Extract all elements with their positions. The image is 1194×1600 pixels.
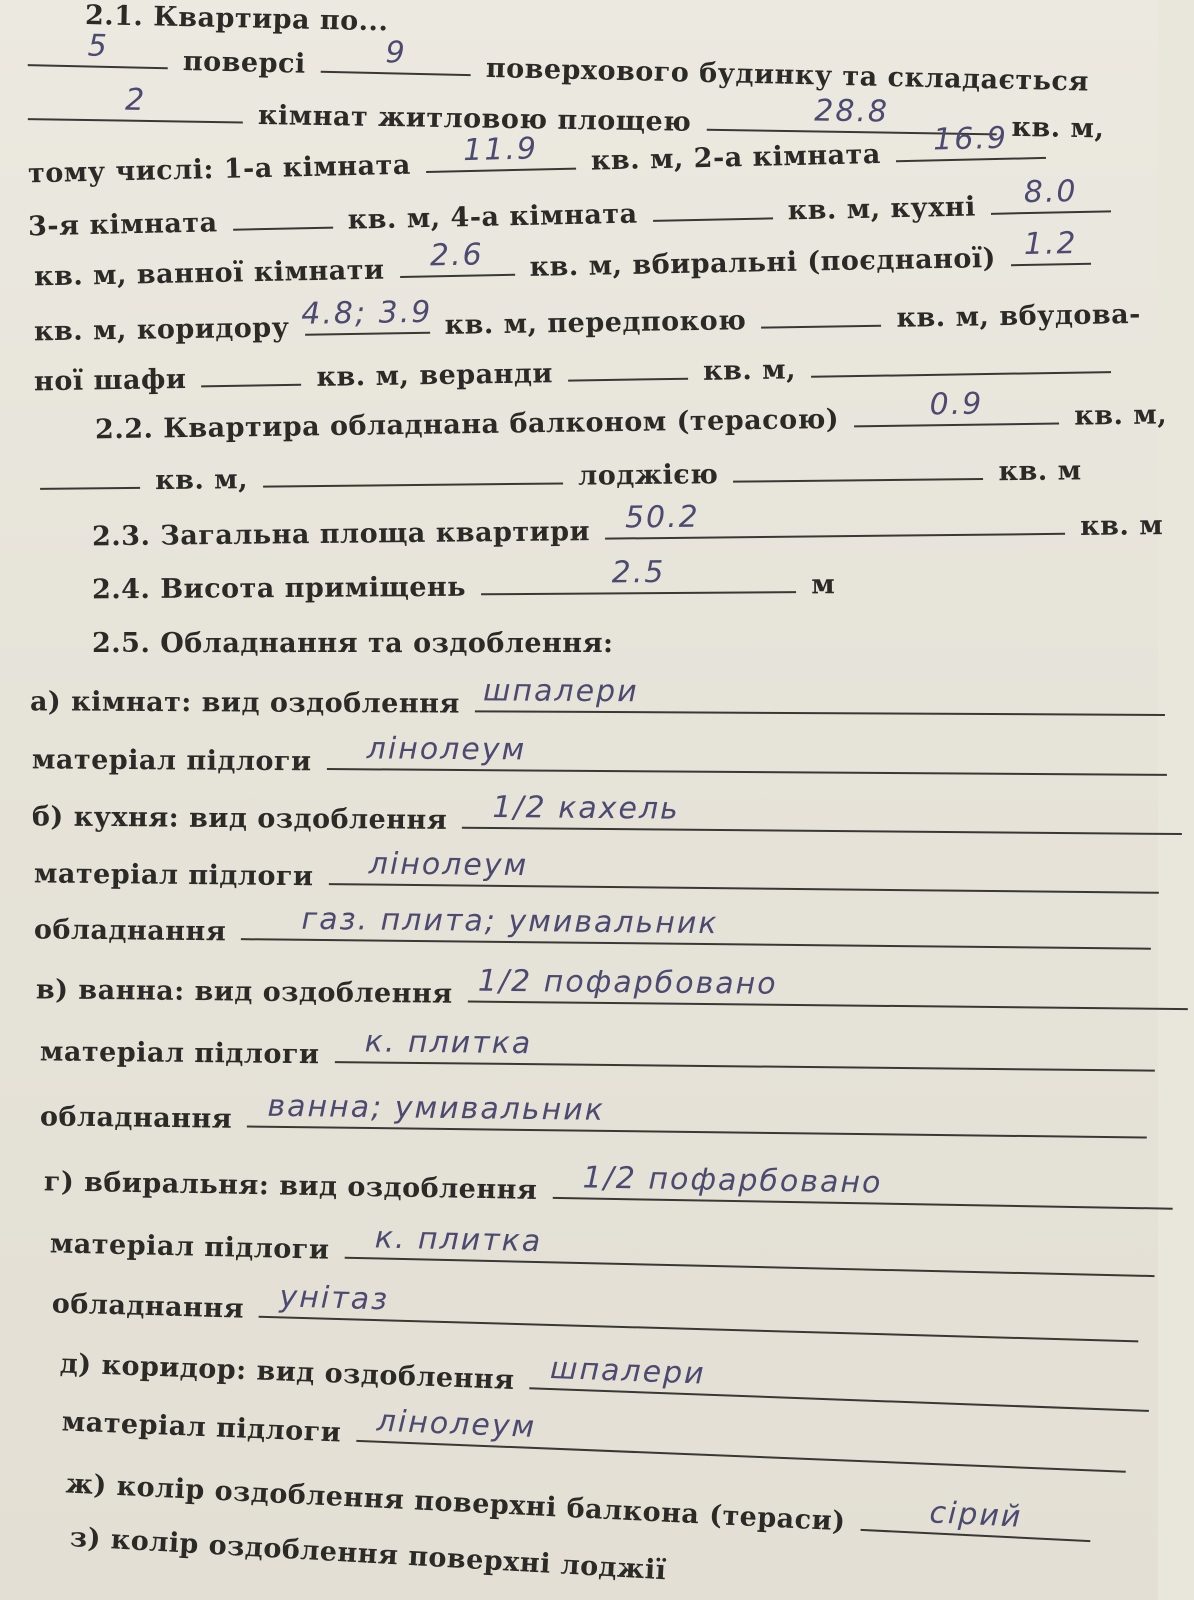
balcony-color-label: ж) колір оздоблення поверхні балкона (тераси) — [65, 1468, 847, 1538]
total-area-line — [91, 499, 1164, 553]
loggia-label: лоджією — [578, 459, 719, 492]
row-label: б) кухня: вид оздоблення — [31, 801, 448, 836]
height-label: 2.4. Висота приміщень — [91, 571, 467, 606]
rooms-field — [28, 82, 243, 124]
row-field — [247, 1089, 1147, 1139]
room2-value: 16.9 — [932, 121, 1009, 158]
row-value: лінолеум — [366, 731, 527, 768]
balcony-field — [854, 386, 1059, 428]
row-rooms-finish — [29, 673, 1171, 723]
balcony-label: 2.2. Квартира обладнана балконом (терасою) — [94, 403, 840, 446]
row-value: к. плитка — [364, 1024, 533, 1062]
veranda-field — [568, 350, 688, 382]
bathroom-value: 2.6 — [429, 237, 485, 274]
equipment-title-line — [92, 628, 614, 659]
row-bath-finish — [35, 963, 1194, 1017]
room1-value: 11.9 — [462, 131, 539, 169]
height-field — [481, 555, 796, 596]
builtin-label: кв. м, вбудова- — [896, 298, 1142, 334]
equipment-title: 2.5. Обладнання та оздоблення: — [92, 628, 614, 659]
row-value: 1/2 кахель — [492, 790, 680, 827]
row-label: матеріал підлоги — [31, 744, 312, 778]
bathroom-field — [399, 237, 515, 279]
room2-field — [895, 121, 1046, 163]
row-field — [475, 673, 1165, 716]
row-bath-floor — [39, 1024, 1161, 1079]
row-value: ванна; умивальник — [267, 1089, 606, 1129]
rooms-text: кімнат житловою площею — [257, 100, 692, 138]
veranda-unit: кв. м, — [702, 354, 797, 387]
loggia-unit: кв. м — [998, 455, 1082, 488]
row-label: обладнання — [51, 1288, 245, 1325]
row-label: а) кімнат: вид оздоблення — [29, 686, 460, 720]
living-area-unit: кв. м, — [1011, 111, 1105, 145]
closet-label: ної шафи — [33, 363, 187, 398]
total-area-label: 2.3. Загальна площа квартири — [91, 516, 591, 553]
room4-field — [652, 189, 773, 222]
floors-text: поверхового будинку та складається — [485, 52, 1090, 98]
kitchen-line — [27, 174, 1118, 243]
floor-field — [28, 28, 169, 70]
row-field — [468, 963, 1188, 1011]
row-value: лінолеум — [376, 1403, 537, 1446]
row-label: обладнання — [33, 914, 227, 948]
height-unit: м — [811, 569, 836, 601]
closet-field — [201, 356, 301, 388]
row-label: матеріал підлоги — [61, 1406, 342, 1449]
loggia-line — [34, 449, 1082, 497]
hall-label: кв. м, передпокою — [444, 305, 747, 341]
kitchen-label: кв. м, кухні — [787, 191, 977, 227]
room3-label: 3-я кімната — [27, 207, 218, 243]
row-value: газ. плита; умивальник — [301, 902, 719, 942]
row-value: 1/2 пофарбовано — [582, 1160, 883, 1201]
row-field — [462, 790, 1182, 836]
height-value: 2.5 — [611, 555, 666, 591]
room1-label: тому числі: 1-а кімната — [27, 149, 412, 190]
room1-field — [425, 131, 576, 174]
floor-label: поверсі — [182, 46, 307, 80]
row-field — [344, 1220, 1154, 1278]
wc-field — [1011, 226, 1092, 267]
row-field — [529, 1351, 1150, 1412]
floor-line — [22, 28, 1090, 98]
balcony2-unit: кв. м, — [154, 464, 249, 497]
corridor-value: 4.8; 3.9 — [300, 295, 433, 333]
row-value: 1/2 пофарбовано — [477, 963, 778, 1003]
row-field — [335, 1024, 1155, 1072]
balcony-color-value: сірий — [928, 1495, 1024, 1536]
bathroom-label: кв. м, ванної кімнати — [33, 254, 385, 293]
row-field — [241, 902, 1151, 950]
row-value: лінолеум — [368, 846, 529, 884]
section-2-1-header — [85, 0, 389, 37]
balcony-line — [94, 386, 1168, 446]
row-wc-floor — [50, 1222, 1161, 1285]
balcony-unit: кв. м, — [1074, 399, 1168, 432]
row-field — [356, 1403, 1127, 1473]
balcony2-field — [40, 459, 140, 490]
row-loggia-color — [69, 1522, 667, 1586]
room-areas-line — [27, 121, 1053, 190]
row-value: шпалери — [482, 673, 639, 710]
total-area-value: 50.2 — [624, 499, 700, 536]
row-bath-equipment — [39, 1089, 1154, 1146]
veranda-label: кв. м, веранди — [316, 358, 554, 393]
corridor-line — [34, 293, 1141, 348]
row-rooms-floor — [31, 731, 1173, 783]
total-floors-value: 9 — [385, 35, 408, 72]
balcony3-field — [263, 454, 563, 487]
corridor-label: кв. м, коридору — [33, 312, 290, 348]
row-label: д) коридор: вид оздоблення — [59, 1348, 516, 1397]
row-kitchen-equipment — [33, 902, 1158, 957]
row-field — [327, 731, 1167, 776]
wc-label: кв. м, вбиральні (поєднаної) — [529, 242, 997, 283]
extra-field — [811, 343, 1111, 378]
height-line — [91, 555, 836, 606]
room2-label: кв. м, 2-а кімната — [590, 138, 882, 177]
wc-value: 1.2 — [1023, 226, 1078, 263]
row-kitchen-floor — [33, 846, 1165, 901]
corridor-field — [300, 295, 433, 336]
row-label: матеріал підлоги — [33, 858, 314, 893]
row-field — [329, 846, 1159, 894]
section-2-1-label: 2.1. Квартира по... — [84, 0, 389, 38]
row-value: унітаз — [279, 1279, 390, 1318]
total-floors-field — [321, 35, 472, 77]
living-area-value: 28.8 — [813, 93, 890, 130]
loggia-field — [733, 450, 983, 483]
row-kitchen-finish — [31, 790, 1189, 842]
balcony-value: 0.9 — [929, 386, 984, 423]
room4-label: кв. м, 4-а кімната — [347, 198, 638, 236]
hall-field — [761, 297, 881, 329]
row-field — [259, 1279, 1140, 1343]
row-label: г) вбиральня: вид оздоблення — [43, 1166, 538, 1206]
row-label: матеріал підлоги — [49, 1228, 330, 1266]
kitchen-value: 8.0 — [1023, 174, 1078, 211]
kitchen-field — [991, 174, 1112, 215]
row-wc-equipment — [51, 1279, 1145, 1350]
row-value: шпалери — [549, 1351, 707, 1392]
total-area-unit: кв. м — [1080, 510, 1164, 542]
rooms-value: 2 — [124, 82, 147, 119]
row-label: матеріал підлоги — [39, 1036, 320, 1071]
row-value: к. плитка — [374, 1220, 543, 1260]
row-label: обладнання — [39, 1101, 233, 1135]
balcony-color-field — [860, 1495, 1091, 1543]
row-label: в) ванна: вид оздоблення — [35, 974, 453, 1010]
row-wc-finish — [44, 1160, 1179, 1217]
row-field — [552, 1160, 1172, 1210]
room3-field — [232, 199, 333, 231]
loggia-color-label: з) колір оздоблення поверхні лоджії — [69, 1522, 668, 1587]
floor-value: 5 — [87, 28, 110, 65]
bathroom-line — [33, 226, 1098, 293]
total-area-field — [605, 499, 1065, 540]
